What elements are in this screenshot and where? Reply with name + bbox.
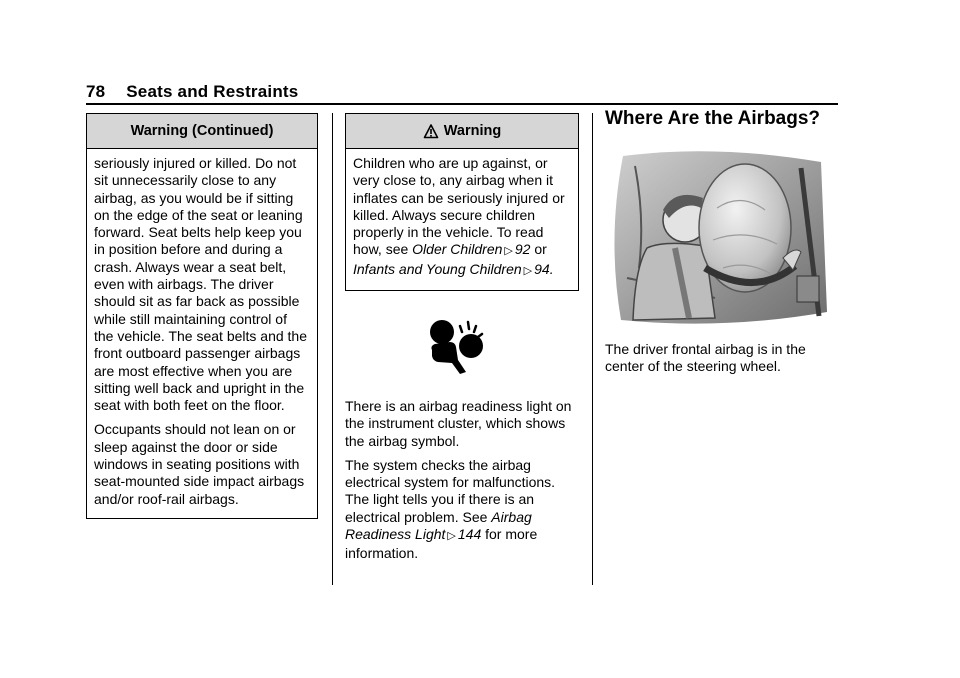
page-reference-arrow-icon: ▷ xyxy=(447,530,456,543)
warning-children-heading: Warning xyxy=(443,123,502,139)
page-header xyxy=(86,82,298,102)
column-divider-2 xyxy=(592,113,593,585)
warning-children-or: or xyxy=(534,241,547,258)
warning-continued-box xyxy=(86,113,318,519)
driver-airbag-illustration xyxy=(605,148,827,328)
infants-young-children-page[interactable]: 94. xyxy=(534,260,554,277)
airbag-light-paragraph-1: There is an airbag readiness light on the instrument cluster, which shows the airbag symbol. xyxy=(345,398,572,449)
warning-children-box xyxy=(345,113,579,291)
infants-young-children-link[interactable]: Infants and Young Children xyxy=(353,260,522,277)
warning-continued-body xyxy=(87,149,317,518)
page-number: 78 xyxy=(86,82,106,101)
airbag-light-paragraph-2 xyxy=(345,457,577,563)
page-reference-arrow-icon: ▷ xyxy=(504,245,513,258)
warning-children-text: Children who are up against, or very close to, any airbag when it inflates can be seriously injured or killed. Always secure children properly in the vehicle. To read how, see xyxy=(353,155,565,258)
column-divider-1 xyxy=(332,113,333,585)
section-header-title: Seats and Restraints xyxy=(126,82,299,101)
airbag-light-text xyxy=(345,398,577,570)
warning-icon xyxy=(423,123,439,139)
airbag-light-text-after: for more information. xyxy=(345,526,538,562)
warning-continued-paragraph-2: Occupants should not lean on or sleep against the door or side windows in seating positions with seat-mounted side impact airbags and/or roof-rail airbags. xyxy=(94,421,305,507)
warning-children-paragraph xyxy=(353,155,571,280)
older-children-page[interactable]: 92 xyxy=(514,241,531,258)
airbag-readiness-light-page[interactable]: 144 xyxy=(457,526,482,543)
airbag-location-caption: The driver frontal airbag is in the center of the steering wheel. xyxy=(605,341,806,375)
airbag-location-section xyxy=(605,108,840,383)
header-rule xyxy=(86,103,838,105)
airbag-light-text-before: The system checks the airbag electrical system for malfunctions. The light tells you if there is an electrical problem. See xyxy=(345,456,556,525)
section-title: Where Are the Airbags? xyxy=(605,108,821,129)
airbag-symbol-icon xyxy=(428,318,490,374)
warning-children-body xyxy=(346,149,578,290)
older-children-link[interactable]: Older Children xyxy=(412,241,503,258)
warning-continued-paragraph-1: seriously injured or killed. Do not sit unnecessarily close to any airbag, as you would be if sitting on the edge of the seat or leaning forward. Seat belts help keep you in position before and during a crash. Always wear a seat belt, even with airbags. The driver should sit as far back as possible while still maintaining control of the vehicle. The seat belts and the front outboard passenger airbags are most effective when you are sitting well back and upright in the seat with both feet on the floor. xyxy=(94,155,307,414)
airbag-readiness-light-link[interactable]: Airbag Readiness Light xyxy=(345,508,532,543)
warning-continued-heading: Warning (Continued) xyxy=(87,114,317,149)
warning-children-header xyxy=(346,114,578,149)
page-reference-arrow-icon: ▷ xyxy=(523,264,533,277)
